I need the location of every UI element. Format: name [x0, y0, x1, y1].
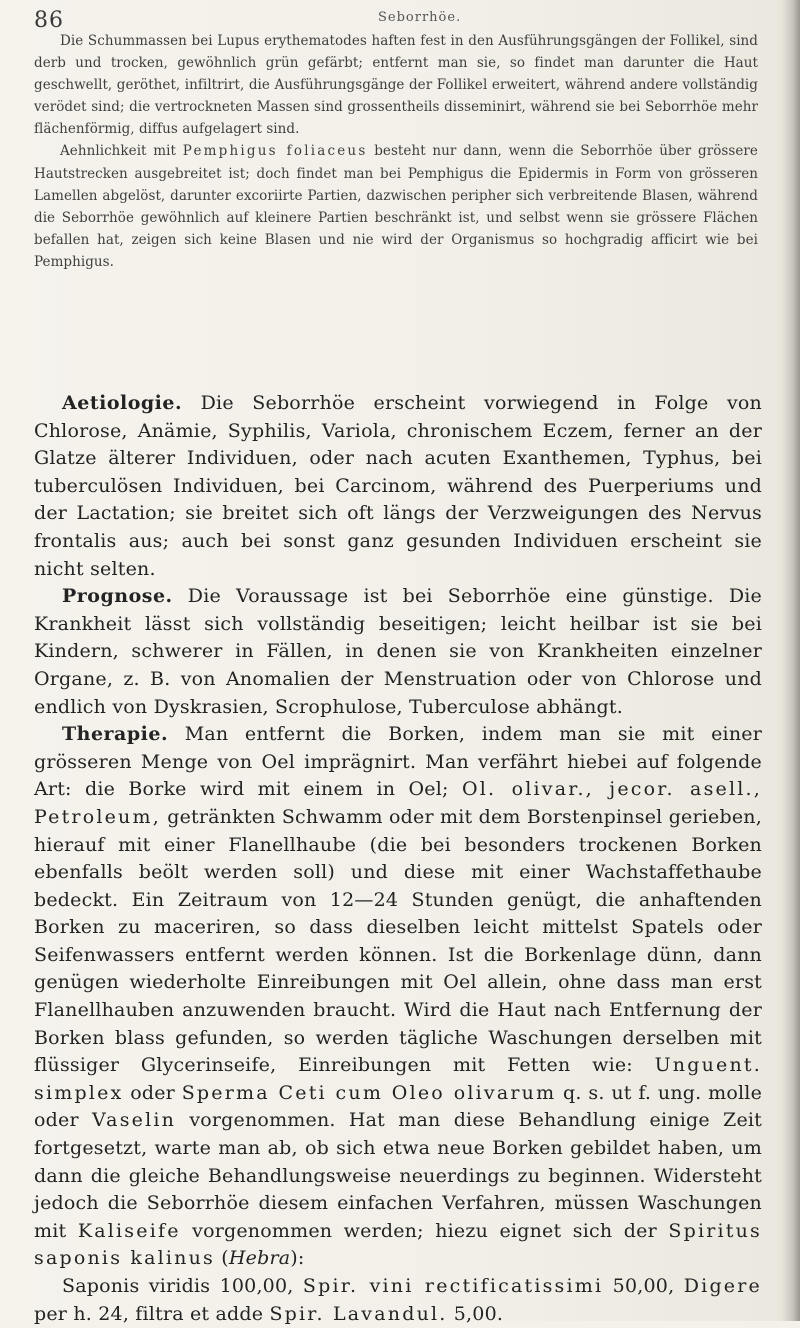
text-run: vorgenommen. Hat man diese Behandlung einige Zeit fortgesetzt, warte man ab, ob sich etwa neue Borken gebildet haben, um dann die gleiche Behandlungsweise neuerdings zu beginnen. Widersteht jedoch die Seborrhöe diesem einfachen Verfahren, müssen Waschungen mit: [34, 1109, 763, 1242]
prognose-section: [34, 583, 762, 721]
spaced-term: Unguent. simplex: [34, 1054, 762, 1104]
spaced-term: Vaselin: [91, 1109, 177, 1132]
text-run: Saponis viridis 100,00,: [62, 1275, 303, 1297]
section-heading: Aetiologie.: [62, 392, 183, 414]
text-run: Die Voraussage ist bei Seborrhöe eine günstige. Die Krankheit lässt sich vollständig beseitigen; leicht heilbar ist sie bei Kindern, schwerer in Fällen, in denen sie von Krankheiten einzelner Organe, z. B. von Anomalien der Menstruation oder von Chlorose und endlich von Dyskrasien, Scrophulose, Tuberculose abhängt.: [34, 585, 762, 718]
spaced-term: Spir. vini rectificatissimi: [302, 1275, 604, 1297]
spaced-term: Kaliseife: [77, 1219, 181, 1242]
intro-small-print: [34, 30, 758, 273]
intro-paragraph: [34, 140, 758, 273]
text-run: 5,00.: [447, 1302, 504, 1325]
text-run: 50,00,: [603, 1275, 684, 1297]
text-run: per h. 24, filtra et adde: [34, 1302, 270, 1325]
spaced-term: Ol. olivar., jecor. asell., Petroleum,: [34, 778, 762, 828]
text-run: getränkten Schwamm oder mit dem Borstenpinsel gerieben, hierauf mit einer Flanellhaube (die bei besonders trockenen Borken ebenfalls beölt werden soll) und diese mit einer Wachstaffethaube bedeckt. Ein Zeitraum von 12—24 Stunden genügt, die anhaftenden Borken zu maceriren, so dass dieselben leicht mittelst Spatels oder Seifenwassers entfernt werden können. Ist die Borkenlage dünn, dann genügen wiederholte Einreibungen mit Oel allein, ohne dass man erst Flanellhauben anzuwenden braucht. Wird die Haut nach Entfernung der Borken blass gefunden, so werden tägliche Waschungen derselben mit flüssiger Glycerinseife, Einreibungen mit Fetten wie:: [34, 805, 762, 1077]
text-run: Aehnlichkeit mit: [60, 143, 183, 160]
therapie-section: [34, 721, 762, 1273]
author-name: Hebra: [228, 1247, 291, 1270]
text-run: Die Schummassen bei Lupus erythematodes haften fest in den Ausführungsgängen der Follikel, sind derb und trocken, gewöhnlich grün gefärbt; entfernt man sie, so findet man darunter die Haut geschwellt, geröthet, infiltrirt, die Ausführungsgänge der Follikel erweitert, während andere vollständig verödet sind; die vertrockneten Massen sind grossentheils disseminirt, während sie bei Seborrhöe mehr flächenförmig, diffus aufgelagert sind.: [34, 33, 758, 138]
page-number: 86: [34, 8, 64, 33]
intro-paragraph: [34, 30, 758, 140]
text-run: oder: [123, 1081, 182, 1104]
text-run: besteht nur dann, wenn die Seborrhöe über grössere Hautstrecken ausgebreitet ist; doch findet man bei Pemphigus die Epidermis in Form von grösseren Lamellen abgelöst, darunter excoriirte Partien, dazwischen peripher sich verbreitende Blasen, während die Seborrhöe gewöhnlich auf kleinere Partien beschränkt ist, und selbst wenn sie grössere Flächen befallen hat, zeigen sich keine Blasen und nie wird der Organismus so hochgradig afficirt wie bei Pemphigus.: [34, 143, 758, 270]
spaced-term: Digere: [683, 1275, 762, 1297]
text-run: Man entfernt die Borken, indem man sie mit einer grösseren Menge von Oel imprägnirt. Man verfährt hiebei auf folgende Art: die Borke wird mit einem in Oel;: [34, 723, 762, 801]
running-head: Seborrhöe.: [378, 10, 462, 25]
spaced-term: Spir. Lavandul.: [269, 1302, 448, 1325]
text-run: Die Seborrhöe erscheint vorwiegend in Folge von Chlorose, Anämie, Syphilis, Variola, chronischem Eczem, ferner an der Glatze älterer Individuen, oder nach acuten Exanthemen, Typhus, bei tuberculösen Individuen, bei Carcinom, während des Puerperiums und der Lactation; sie breitet sich oft längs der Verzweigungen des Nervus frontalis aus; auch bei sonst ganz gesunden Individuen erscheint sie nicht selten.: [34, 392, 762, 580]
aetiologie-section: [34, 390, 762, 583]
spaced-term: Sperma Ceti cum Oleo olivarum: [181, 1081, 557, 1104]
spaced-term: Spiritus saponis kalinus: [34, 1219, 762, 1270]
page-edge-shadow: [782, 0, 800, 1321]
text-run: q. s. ut f. ung. molle oder: [34, 1081, 763, 1132]
text-run: (: [215, 1247, 229, 1270]
spaced-term: Pemphigus foliaceus: [182, 143, 368, 160]
main-text: [34, 390, 762, 1328]
recipe-formula: [34, 1273, 762, 1328]
text-run: vorgenommen werden; hiezu eignet sich der: [180, 1219, 669, 1242]
text-run: ):: [290, 1247, 305, 1270]
section-heading: Prognose.: [62, 585, 173, 608]
section-heading: Therapie.: [62, 723, 169, 746]
